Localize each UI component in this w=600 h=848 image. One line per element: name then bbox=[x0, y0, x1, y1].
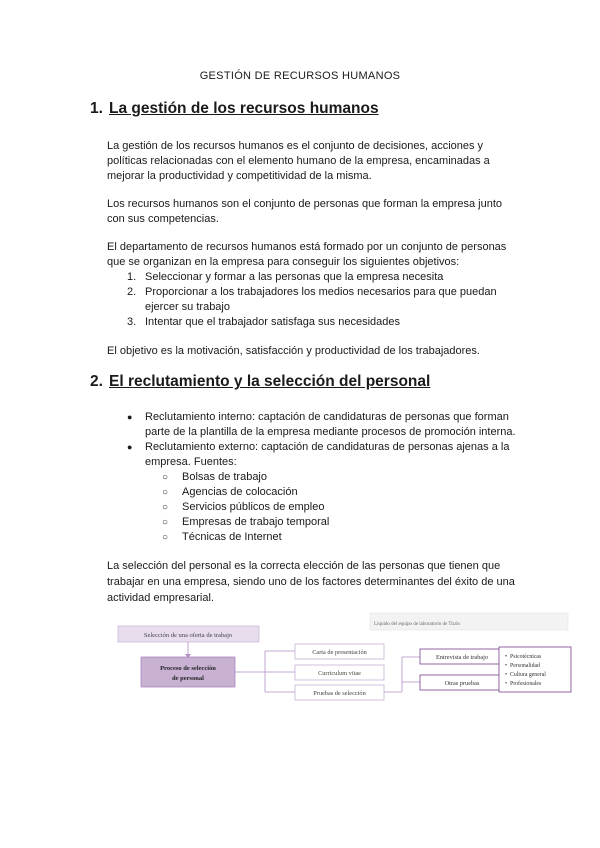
list-item-text: Bolsas de trabajo bbox=[182, 471, 267, 483]
test-item: Profesionales bbox=[510, 681, 542, 687]
top-box-text: Selección de una oferta de trabajo bbox=[143, 632, 233, 639]
list-item-text: Técnicas de Internet bbox=[182, 531, 282, 543]
circle-bullet-icon: ○ bbox=[162, 502, 169, 513]
list-item-text: Intentar que el trabajador satisfaga sus necesidades bbox=[145, 316, 400, 328]
main-box-text-line: de personal bbox=[172, 675, 204, 682]
middle-box-text: Carta de presentación bbox=[312, 649, 367, 656]
list-marker: 2. bbox=[127, 286, 137, 298]
list-item-text: Proporcionar a los trabajadores los medios necesarios para que puedan bbox=[145, 286, 497, 298]
test-item-bullet-icon: • bbox=[505, 681, 508, 687]
circle-bullet-icon: ○ bbox=[162, 472, 169, 483]
middle-box-cover-letter bbox=[295, 644, 384, 659]
header-note-text: Líquido del equipo de laboratorio de Tizón bbox=[374, 622, 460, 627]
circle-bullet-icon: ○ bbox=[162, 532, 169, 543]
paragraph-line: El objetivo es la motivación, satisfacción y productividad de los trabajadores. bbox=[107, 345, 480, 357]
middle-box-text: Pruebas de selección bbox=[313, 690, 366, 697]
list-item-text: Seleccionar y formar a las personas que la empresa necesita bbox=[145, 271, 444, 283]
circle-bullet-icon: ○ bbox=[162, 487, 169, 498]
diagram-header-note bbox=[370, 613, 568, 630]
middle-box-selection-tests bbox=[295, 685, 384, 700]
paragraph-line: Los recursos humanos son el conjunto de personas que forman la empresa junto bbox=[107, 198, 503, 210]
list-item-text: Agencias de colocación bbox=[182, 486, 298, 498]
test-item-bullet-icon: • bbox=[505, 672, 508, 678]
section-2-number: 2. bbox=[90, 373, 103, 390]
test-item: Psicotécnicas bbox=[510, 654, 542, 660]
test-item: Cultura general bbox=[510, 672, 546, 678]
list-item-text: Servicios públicos de empleo bbox=[182, 501, 325, 513]
list-marker: 1. bbox=[127, 271, 137, 283]
paragraph-line: La gestión de los recursos humanos es el conjunto de decisiones, acciones y bbox=[107, 140, 484, 152]
middle-to-right-connectors bbox=[384, 657, 420, 692]
section-1-title: La gestión de los recursos humanos bbox=[109, 100, 379, 117]
paragraph-line: El departamento de recursos humanos está formado por un conjunto de personas bbox=[107, 241, 507, 253]
bullet-icon: ● bbox=[127, 442, 133, 452]
right-box-other-tests bbox=[420, 675, 504, 690]
paragraph-line: que se organizan en la empresa para conseguir los siguientes objetivos: bbox=[107, 256, 460, 268]
test-item: Personalidad bbox=[510, 663, 540, 669]
right-box-interview bbox=[420, 649, 504, 664]
section-2-title: El reclutamiento y la selección del personal bbox=[109, 373, 431, 390]
bullet-icon: ● bbox=[127, 412, 133, 422]
paragraph-line: trabajar en una empresa, siendo uno de los factores determinantes del éxito de una bbox=[107, 576, 515, 588]
main-to-middle-connectors bbox=[235, 651, 295, 692]
paragraph-line: mejorar la productividad y competitividad de la misma. bbox=[107, 170, 372, 182]
list-item-text: empresa. Fuentes: bbox=[145, 456, 237, 468]
tests-list-box bbox=[499, 647, 571, 692]
list-item-text: Empresas de trabajo temporal bbox=[182, 516, 330, 528]
list-marker: 3. bbox=[127, 316, 137, 328]
section-1-number: 1. bbox=[90, 100, 103, 117]
right-box-text: Otras pruebas bbox=[444, 680, 480, 687]
paragraph-line: actividad empresarial. bbox=[107, 592, 214, 604]
middle-box-cv bbox=[295, 665, 384, 680]
circle-bullet-icon: ○ bbox=[162, 517, 169, 528]
main-box-text-line: Proceso de selección bbox=[160, 665, 216, 672]
right-box-text: Entrevista de trabajo bbox=[435, 654, 489, 661]
test-item-bullet-icon: • bbox=[505, 654, 508, 660]
list-item-text: parte de la plantilla de la empresa mediante procesos de promoción interna. bbox=[145, 426, 516, 438]
list-item-text: ejercer su trabajo bbox=[145, 301, 230, 313]
document-title: GESTIÓN DE RECURSOS HUMANOS bbox=[199, 70, 401, 82]
diagram-top-box bbox=[118, 626, 259, 642]
test-item-bullet-icon: • bbox=[505, 663, 508, 669]
paragraph-line: La selección del personal es la correcta elección de las personas que tienen que bbox=[107, 560, 501, 572]
list-item-text: Reclutamiento externo: captación de candidaturas de personas ajenas a la bbox=[145, 441, 510, 453]
paragraph-line: con sus competencias. bbox=[107, 213, 219, 225]
list-item-text: Reclutamiento interno: captación de candidaturas de personas que forman bbox=[145, 411, 509, 423]
middle-box-text: Curriculum vitae bbox=[318, 670, 361, 677]
paragraph-line: políticas relacionadas con el elemento humano de la empresa, encaminadas a bbox=[107, 155, 490, 167]
diagram-main-box bbox=[141, 657, 235, 687]
